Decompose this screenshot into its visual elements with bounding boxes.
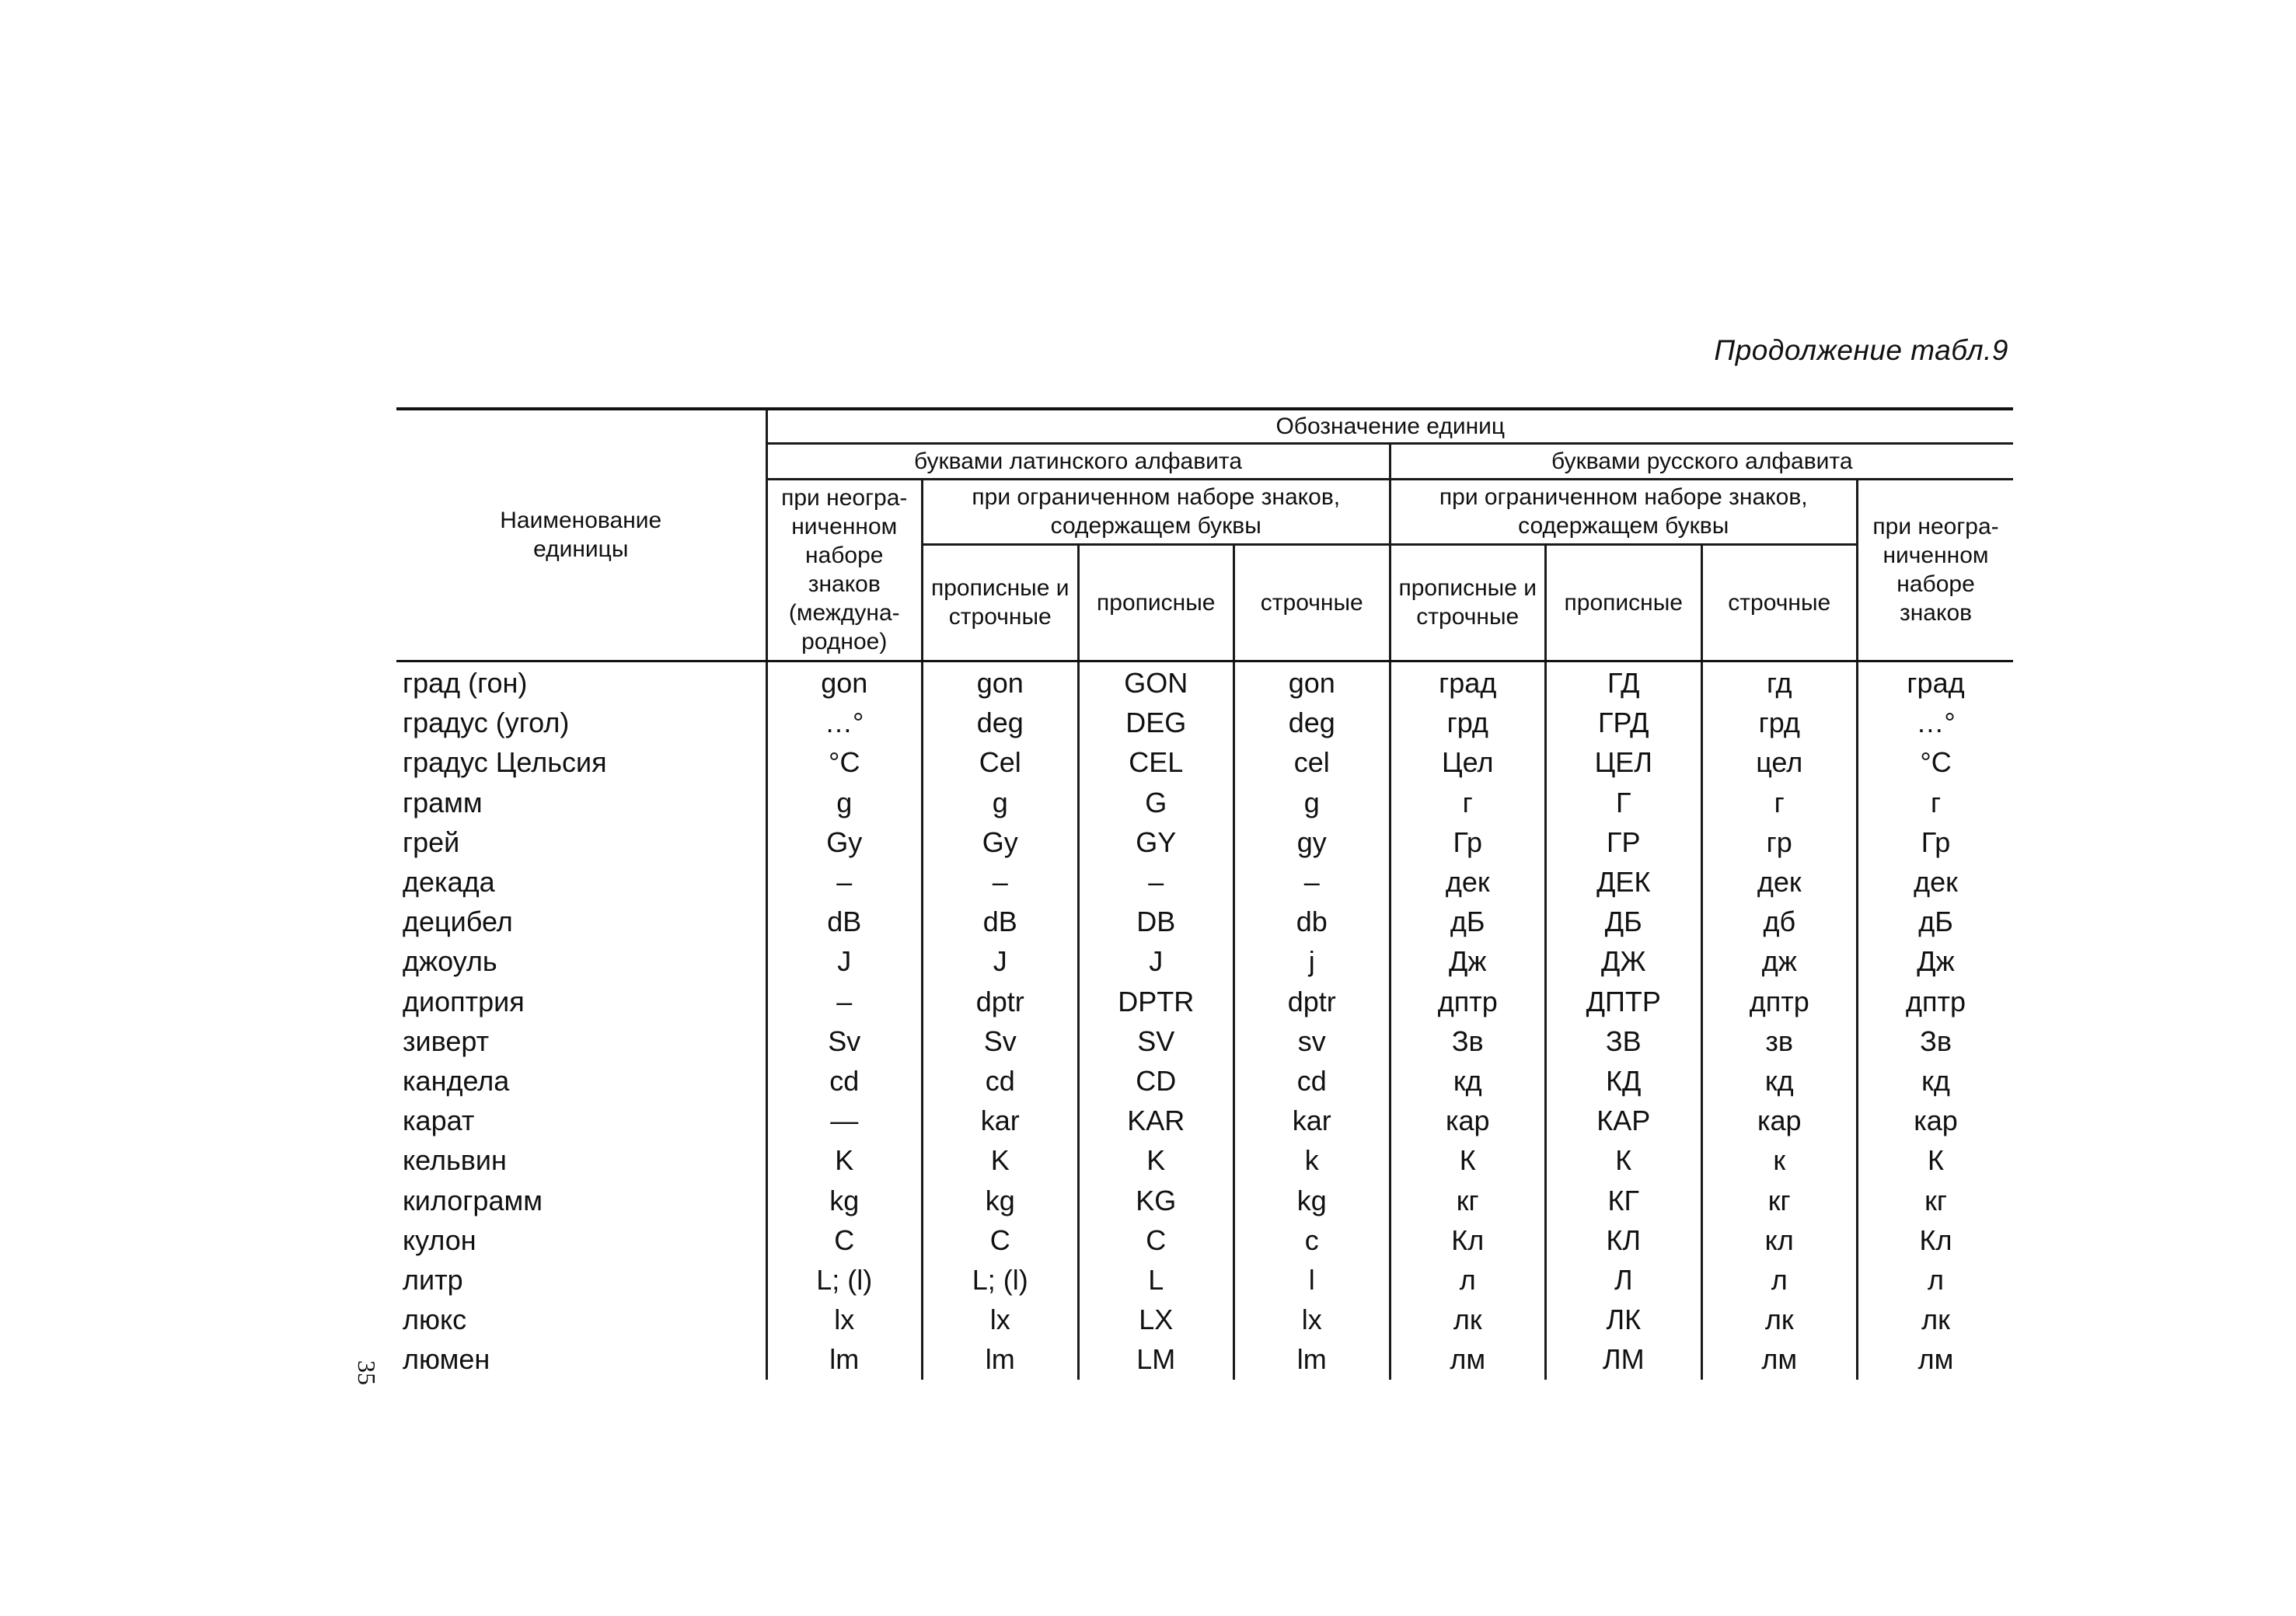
table-row (396, 743, 2013, 783)
unit-symbol-cell: к (1701, 1141, 1858, 1181)
header-russian-upper-lower: прописные и строчные (1390, 544, 1546, 661)
unit-symbol-cell: c (1234, 1220, 1391, 1260)
unit-symbol-cell: L; (l) (766, 1260, 923, 1300)
unit-symbol-cell: лк (1390, 1300, 1546, 1340)
unit-name-cell: грамм (396, 783, 766, 822)
unit-symbol-cell: Гр (1858, 822, 2014, 862)
header-limited-latin: при ограниченном наборе знаков, содержащем буквы (923, 479, 1391, 544)
unit-symbol-cell: Гр (1390, 822, 1546, 862)
unit-symbol-cell: K (766, 1141, 923, 1181)
unit-symbol-cell: LX (1078, 1300, 1234, 1340)
unit-symbol-cell: CD (1078, 1061, 1234, 1101)
unit-symbol-cell: C (923, 1220, 1079, 1260)
unit-name-cell: декада (396, 862, 766, 902)
unit-symbol-cell: db (1234, 902, 1391, 942)
header-latin-lower: строчные (1234, 544, 1391, 661)
unit-symbol-cell: Зв (1390, 1021, 1546, 1061)
table-row (396, 783, 2013, 822)
unit-symbol-cell: J (923, 942, 1079, 982)
unit-symbol-cell: ЛК (1546, 1300, 1702, 1340)
table-row (396, 1181, 2013, 1220)
unit-symbol-cell: ДБ (1546, 902, 1702, 942)
unit-symbol-cell: SV (1078, 1021, 1234, 1061)
unit-symbol-cell: кар (1390, 1101, 1546, 1141)
unit-symbol-cell: г (1701, 783, 1858, 822)
unit-symbol-cell: лк (1701, 1300, 1858, 1340)
table-row (396, 1220, 2013, 1260)
unit-symbol-cell: дБ (1390, 902, 1546, 942)
unit-symbol-cell: КАР (1546, 1101, 1702, 1141)
unit-symbol-cell: kg (766, 1181, 923, 1220)
unit-symbol-cell: – (766, 862, 923, 902)
header-limited-russian: при ограниченном наборе знаков, содержащем буквы (1390, 479, 1858, 544)
unit-symbol-cell: ГД (1546, 661, 1702, 703)
unit-symbol-cell: C (1078, 1220, 1234, 1260)
unit-symbol-cell: kg (923, 1181, 1079, 1220)
unit-symbol-cell: cd (923, 1061, 1079, 1101)
unit-symbol-cell: …° (766, 703, 923, 743)
unit-symbol-cell: Sv (923, 1021, 1079, 1061)
unit-symbol-cell: kg (1234, 1181, 1391, 1220)
unit-name-cell: килограмм (396, 1181, 766, 1220)
unit-symbol-cell: лм (1858, 1340, 2014, 1380)
unit-symbol-cell: Sv (766, 1021, 923, 1061)
unit-symbol-cell: dB (923, 902, 1079, 942)
header-russian-upper: прописные (1546, 544, 1702, 661)
table-row (396, 1021, 2013, 1061)
unit-symbol-cell: дек (1390, 862, 1546, 902)
table-row (396, 862, 2013, 902)
unit-symbol-cell: грд (1390, 703, 1546, 743)
table-header (396, 409, 2013, 661)
unit-symbol-cell: sv (1234, 1021, 1391, 1061)
header-russian-alphabet: буквами русского алфавита (1390, 443, 2013, 479)
unit-symbol-cell: гр (1701, 822, 1858, 862)
unit-symbol-cell: Дж (1858, 942, 2014, 982)
header-unlimited-international: при неогра-ниченном наборе знаков (междуна-родное) (766, 479, 923, 661)
unit-symbol-cell: Кл (1390, 1220, 1546, 1260)
unit-symbol-cell: K (923, 1141, 1079, 1181)
unit-name-cell: кулон (396, 1220, 766, 1260)
table-row (396, 703, 2013, 743)
unit-symbol-cell: dB (766, 902, 923, 942)
unit-symbol-cell: g (923, 783, 1079, 822)
unit-symbol-cell: G (1078, 783, 1234, 822)
unit-symbol-cell: дек (1701, 862, 1858, 902)
unit-symbol-cell: lx (766, 1300, 923, 1340)
unit-symbol-cell: кг (1701, 1181, 1858, 1220)
unit-symbol-cell: гд (1701, 661, 1858, 703)
unit-symbol-cell: кл (1701, 1220, 1858, 1260)
unit-symbol-cell: DEG (1078, 703, 1234, 743)
unit-symbol-cell: lm (766, 1340, 923, 1380)
unit-symbol-cell: ДЖ (1546, 942, 1702, 982)
unit-symbol-cell: l (1234, 1260, 1391, 1300)
unit-symbol-cell: кг (1390, 1181, 1546, 1220)
unit-symbol-cell: L; (l) (923, 1260, 1079, 1300)
header-designation: Обозначение единиц (766, 409, 2013, 443)
unit-symbol-cell: LM (1078, 1340, 1234, 1380)
unit-symbol-cell: дптр (1390, 982, 1546, 1021)
table-continuation-caption: Продолжение табл.9 (1714, 334, 2008, 366)
unit-symbol-cell: DB (1078, 902, 1234, 942)
unit-symbol-cell: ГР (1546, 822, 1702, 862)
unit-symbol-cell: град (1858, 661, 2014, 703)
unit-symbol-cell: KAR (1078, 1101, 1234, 1141)
header-latin-alphabet: буквами латинского алфавита (766, 443, 1390, 479)
unit-symbol-cell: г (1390, 783, 1546, 822)
unit-symbol-cell: К (1546, 1141, 1702, 1181)
unit-symbol-cell: Gy (923, 822, 1079, 862)
unit-symbol-cell: KG (1078, 1181, 1234, 1220)
unit-symbol-cell: КЛ (1546, 1220, 1702, 1260)
header-unit-name: Наименование единицы (396, 409, 766, 661)
unit-symbol-cell: gy (1234, 822, 1391, 862)
unit-name-cell: диоптрия (396, 982, 766, 1021)
unit-symbol-cell: dptr (1234, 982, 1391, 1021)
unit-symbol-cell: k (1234, 1141, 1391, 1181)
unit-symbol-cell: – (1078, 862, 1234, 902)
table-row (396, 1340, 2013, 1380)
unit-name-cell: люкс (396, 1300, 766, 1340)
unit-symbol-cell: дптр (1858, 982, 2014, 1021)
unit-symbol-cell: кд (1701, 1061, 1858, 1101)
unit-symbol-cell: GON (1078, 661, 1234, 703)
unit-symbol-cell: дб (1701, 902, 1858, 942)
unit-name-cell: люмен (396, 1340, 766, 1380)
unit-symbol-cell: кд (1858, 1061, 2014, 1101)
unit-symbol-cell: j (1234, 942, 1391, 982)
unit-symbol-cell: °C (766, 743, 923, 783)
unit-symbol-cell: лк (1858, 1300, 2014, 1340)
unit-symbol-cell: град (1390, 661, 1546, 703)
unit-symbol-cell: Л (1546, 1260, 1702, 1300)
unit-symbol-cell: J (766, 942, 923, 982)
unit-symbol-cell: ДЕК (1546, 862, 1702, 902)
unit-symbol-cell: g (1234, 783, 1391, 822)
unit-name-cell: градус Цельсия (396, 743, 766, 783)
unit-symbol-cell: ЦЕЛ (1546, 743, 1702, 783)
unit-symbol-cell: лм (1390, 1340, 1546, 1380)
unit-symbol-cell: Цел (1390, 743, 1546, 783)
unit-symbol-cell: ЛМ (1546, 1340, 1702, 1380)
unit-symbol-cell: дБ (1858, 902, 2014, 942)
unit-symbol-cell: КД (1546, 1061, 1702, 1101)
unit-symbol-cell: cd (766, 1061, 923, 1101)
unit-symbol-cell: ГРД (1546, 703, 1702, 743)
unit-name-cell: кандела (396, 1061, 766, 1101)
table-row (396, 1260, 2013, 1300)
unit-symbol-cell: кг (1858, 1181, 2014, 1220)
unit-symbol-cell: кд (1390, 1061, 1546, 1101)
page-number: 35 (353, 1360, 381, 1385)
unit-symbol-cell: CEL (1078, 743, 1234, 783)
unit-symbol-cell: — (766, 1101, 923, 1141)
header-russian-lower: строчные (1701, 544, 1858, 661)
table-row (396, 1141, 2013, 1181)
unit-symbol-cell: КГ (1546, 1181, 1702, 1220)
unit-symbol-cell: ДПТР (1546, 982, 1702, 1021)
unit-symbol-cell: K (1078, 1141, 1234, 1181)
unit-symbol-cell: kar (923, 1101, 1079, 1141)
unit-symbol-cell: °C (1858, 743, 2014, 783)
unit-symbol-cell: dptr (923, 982, 1079, 1021)
unit-symbol-cell: …° (1858, 703, 2014, 743)
unit-symbol-cell: Кл (1858, 1220, 2014, 1260)
unit-symbol-cell: кар (1858, 1101, 2014, 1141)
unit-name-cell: джоуль (396, 942, 766, 982)
unit-symbol-cell: – (766, 982, 923, 1021)
unit-symbol-cell: L (1078, 1260, 1234, 1300)
unit-symbol-cell: ЗВ (1546, 1021, 1702, 1061)
unit-symbol-cell: deg (923, 703, 1079, 743)
unit-symbol-cell: kar (1234, 1101, 1391, 1141)
unit-name-cell: зиверт (396, 1021, 766, 1061)
unit-symbol-cell: deg (1234, 703, 1391, 743)
table-row (396, 982, 2013, 1021)
unit-name-cell: децибел (396, 902, 766, 942)
unit-name-cell: карат (396, 1101, 766, 1141)
unit-symbol-cell: л (1858, 1260, 2014, 1300)
unit-symbol-cell: lm (1234, 1340, 1391, 1380)
unit-symbol-cell: К (1390, 1141, 1546, 1181)
unit-symbol-cell: cel (1234, 743, 1391, 783)
table-row (396, 822, 2013, 862)
unit-symbol-cell: К (1858, 1141, 2014, 1181)
unit-symbol-cell: – (923, 862, 1079, 902)
unit-symbol-cell: Дж (1390, 942, 1546, 982)
unit-symbol-cell: цел (1701, 743, 1858, 783)
unit-symbol-cell: л (1701, 1260, 1858, 1300)
unit-name-cell: град (гон) (396, 661, 766, 703)
unit-name-cell: градус (угол) (396, 703, 766, 743)
unit-symbol-cell: lx (923, 1300, 1079, 1340)
unit-symbol-cell: л (1390, 1260, 1546, 1300)
unit-symbol-cell: лм (1701, 1340, 1858, 1380)
table-row (396, 902, 2013, 942)
table-row (396, 1101, 2013, 1141)
unit-symbol-cell: Г (1546, 783, 1702, 822)
table-body (396, 661, 2013, 1380)
unit-symbol-cell: дж (1701, 942, 1858, 982)
unit-symbol-cell: дек (1858, 862, 2014, 902)
unit-symbol-cell: cd (1234, 1061, 1391, 1101)
table-row (396, 1300, 2013, 1340)
unit-name-cell: литр (396, 1260, 766, 1300)
table-row (396, 1061, 2013, 1101)
header-latin-upper: прописные (1078, 544, 1234, 661)
unit-symbol-cell: gon (923, 661, 1079, 703)
table-row (396, 942, 2013, 982)
unit-symbol-cell: GY (1078, 822, 1234, 862)
unit-symbol-cell: г (1858, 783, 2014, 822)
unit-symbol-cell: – (1234, 862, 1391, 902)
header-latin-upper-lower: прописные и строчные (923, 544, 1079, 661)
unit-symbol-cell: gon (1234, 661, 1391, 703)
unit-symbol-cell: DPTR (1078, 982, 1234, 1021)
unit-symbol-cell: дптр (1701, 982, 1858, 1021)
unit-symbol-cell: gon (766, 661, 923, 703)
unit-symbol-cell: кар (1701, 1101, 1858, 1141)
table-row (396, 661, 2013, 703)
unit-symbol-cell: lx (1234, 1300, 1391, 1340)
unit-name-cell: кельвин (396, 1141, 766, 1181)
unit-symbol-cell: J (1078, 942, 1234, 982)
unit-symbol-cell: зв (1701, 1021, 1858, 1061)
unit-name-cell: грей (396, 822, 766, 862)
header-unlimited-russian: при неогра-ниченном наборе знаков (1858, 479, 2014, 661)
unit-symbol-cell: lm (923, 1340, 1079, 1380)
unit-symbol-cell: грд (1701, 703, 1858, 743)
unit-symbol-cell: g (766, 783, 923, 822)
unit-symbol-cell: Зв (1858, 1021, 2014, 1061)
units-table (396, 407, 2013, 1380)
unit-symbol-cell: C (766, 1220, 923, 1260)
unit-symbol-cell: Gy (766, 822, 923, 862)
unit-symbol-cell: Cel (923, 743, 1079, 783)
